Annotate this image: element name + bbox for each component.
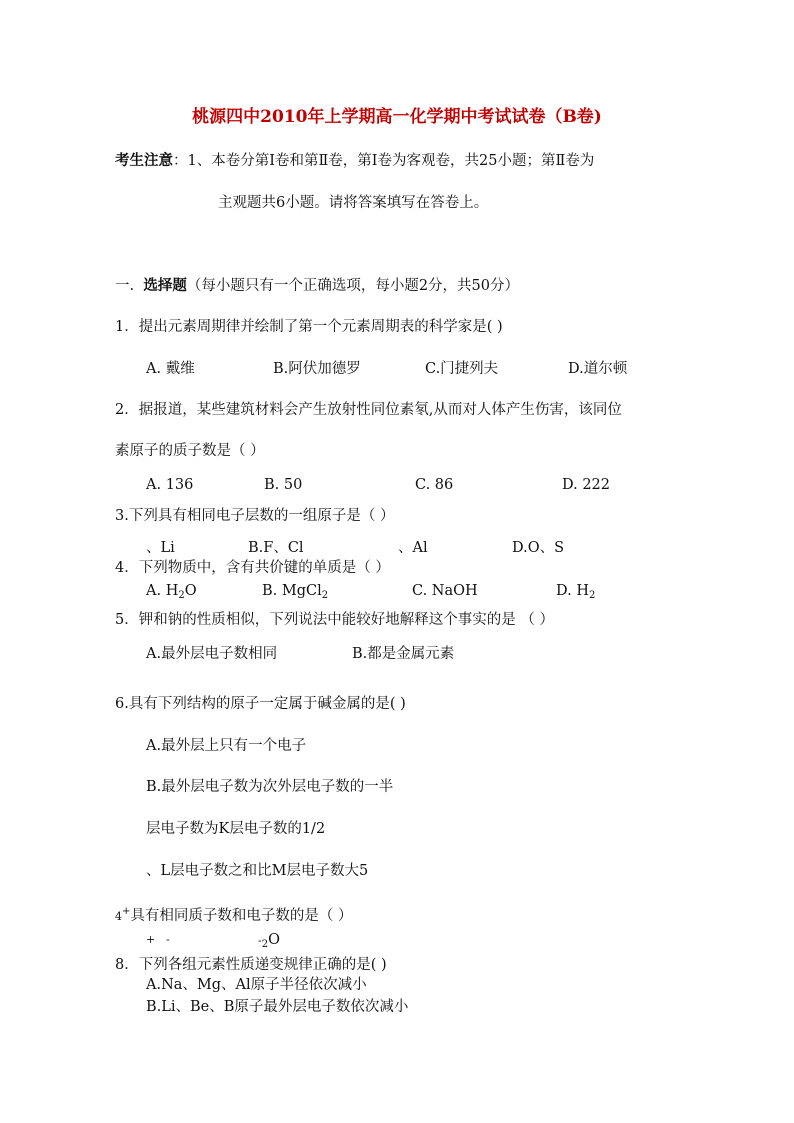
q4-option-a [146,582,197,605]
q1-option-a: A. 戴维 [146,361,195,377]
q7-fragment-3 [258,931,280,954]
q3-option-c: 、Al [398,540,428,556]
q6-option-a: A.最外层上只有一个电子 [146,738,307,754]
q1-option-b: B.阿伏加德罗 [273,361,361,377]
q7-fragment-2: - [166,933,170,946]
notice-text-1: ：1、本卷分第Ⅰ卷和第Ⅱ卷，第Ⅰ卷为客观卷，共25小题；第Ⅱ卷为 [173,153,595,169]
q4-option-b-text: B. MgCl [262,583,322,599]
q7-fragment-3-tail: O [268,932,280,948]
q2-option-c: C. 86 [415,477,454,493]
section-number: 一. [115,278,135,294]
q2-stem-2: 素原子的质子数是（ ） [115,443,265,459]
q7-fragment-1: + [146,933,156,946]
q6-option-d: 、L层电子数之和比M层电子数大5 [146,863,369,879]
q1-option-c: C.门捷列夫 [425,361,499,377]
q4-option-c: C. NaOH [412,583,478,599]
q3-stem: 3.下列具有相同电子层数的一组原子是（ ） [115,508,395,524]
q6-option-b: B.最外层电子数为次外层电子数的一半 [146,779,394,795]
q4-option-d-text: D. H [556,583,589,599]
notice-line-2: 主观题共6小题。请将答案填写在答卷上。 [218,195,489,211]
q3-option-a: 、Li [146,540,175,556]
q4-option-a-text: A. H [146,583,179,599]
q2-stem-1: 2．据报道，某些建筑材料会产生放射性同位素氡,从而对人体产生伤害，该同位 [115,402,622,418]
q8-option-a: A.Na、Mg、Al原子半径依次减小 [146,977,367,993]
q5-option-a: A.最外层电子数相同 [146,646,278,662]
q6-option-c: 层电子数为K层电子数的1/2 [146,821,326,837]
q7-text: 具有相同质子数和电子数的是（ ） [130,908,353,924]
q6-stem: 6.具有下列结构的原子一定属于碱金属的是( ) [115,696,406,712]
q1-stem: 1．提出元素周期律并绘制了第一个元素周期表的科学家是( ) [115,319,503,335]
q2-option-b: B. 50 [264,477,303,493]
q7-superscript: + [122,906,131,917]
q7-stem [115,903,353,926]
section-heading [115,277,519,295]
q7-prefix: 4 [115,910,122,923]
q4-option-d-subscript: 2 [588,590,596,601]
q2-option-d: D. 222 [562,477,611,493]
section-name: 选择题 [143,277,187,294]
q4-option-a-tail: O [184,583,197,599]
q8-stem: 8．下列各组元素性质递变规律正确的是( ) [115,957,387,973]
q3-option-b: B.F、Cl [248,540,304,556]
section-desc: （每小题只有一个正确选项，每小题2分，共50分） [186,278,520,294]
q1-option-d: D.道尔顿 [568,361,628,377]
q8-option-b: B.Li、Be、B原子最外层电子数依次减小 [146,999,409,1015]
q5-stem: 5．钾和钠的性质相似，下列说法中能较好地解释这个事实的是 （ ） [115,612,554,628]
q4-option-d [556,582,595,605]
q4-option-b-subscript: 2 [321,590,329,601]
q7-fragment-3-subscript: 2 [261,939,269,950]
q4-option-b [262,582,328,605]
q5-option-b: B.都是金属元素 [352,646,455,662]
q4-option-a-subscript: 2 [178,590,185,601]
exam-title: 桃源四中2010年上学期高一化学期中考试试卷（B卷) [192,107,602,127]
q7-fragment-3-sign: - [258,934,262,947]
q4-stem: 4．下列物质中，含有共价键的单质是（ ） [115,560,390,576]
q2-option-a: A. 136 [146,477,194,493]
q3-option-d: D.O、S [512,540,565,556]
notice-label: 考生注意 [115,152,173,169]
notice-line-1 [115,152,594,170]
